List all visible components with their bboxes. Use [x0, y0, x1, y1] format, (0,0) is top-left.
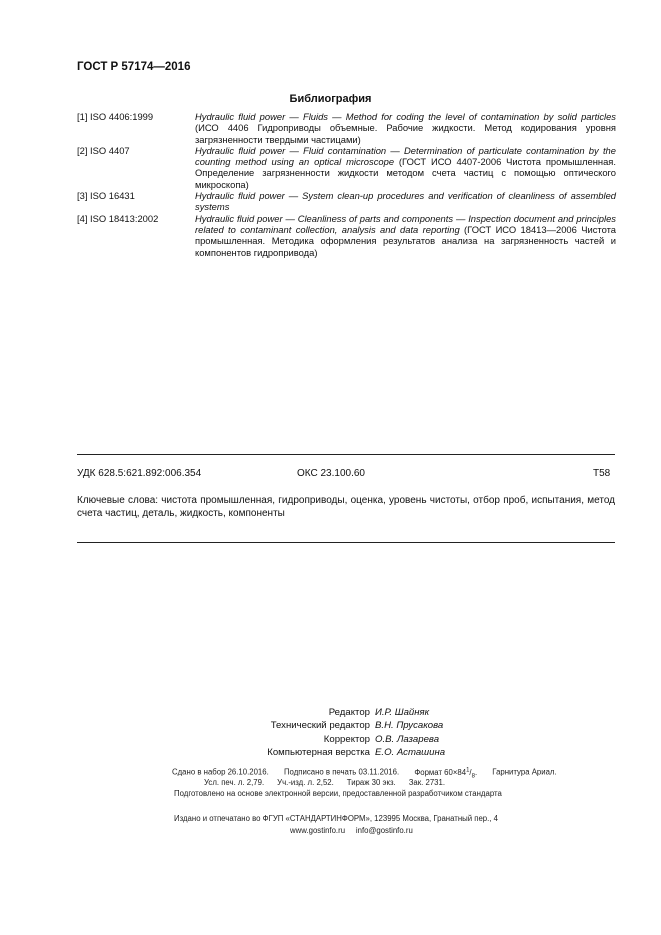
bibliography-title-en: Hydraulic fluid power — Fluids — Method for coding the level of contamination by solid particles — [195, 111, 616, 122]
credit-role: Редактор — [328, 707, 370, 718]
paper-format: Формат $60\times 84^1/_8$. — [414, 767, 478, 780]
bibliography-title-en: Hydraulic fluid power — System clean-up procedures and verification of cleanliness of assembled systems — [195, 190, 616, 213]
website-link[interactable]: www.gostinfo.ru — [290, 826, 346, 835]
printed-by: Издано и отпечатано во ФГУП «СТАНДАРТИНФОРМ», 123995 Москва, Гранатный пер., 4 — [174, 814, 498, 823]
bibliography-text — [195, 145, 616, 190]
credit-name: И.Р. Шайняк — [375, 707, 430, 718]
bibliography-code: [3] ISO 16431 — [77, 190, 135, 202]
signed-date: Подписано в печать 03.11.2016. — [283, 767, 400, 777]
bibliography-code: [4] ISO 18413:2002 — [77, 212, 159, 224]
email-link[interactable]: info@gostinfo.ru — [355, 826, 413, 835]
bibliography-code: [2] ISO 4407 — [77, 144, 130, 156]
bibliography-title-ru: (ГОСТ ИСО 18413—2006 Чистота промышленная. Методика оформления результатов анализа на загрязненность частей и компонентов гидропривода) — [195, 223, 616, 258]
bibliography-title: Библиография — [289, 93, 372, 105]
credit-corrector — [0, 733, 661, 746]
standard-number: ГОСТ Р 57174—2016 — [77, 61, 191, 73]
keywords: Ключевые слова: чистота промышленная, гидроприводы, оценка, уровень чистоты, отбор проб, испытания, метод счета частиц, деталь, жидкость, компоненты — [77, 495, 615, 519]
publishing-line-2 — [204, 778, 445, 787]
credit-name: В.Н. Прусакова — [375, 720, 444, 732]
credit-layout — [0, 746, 661, 759]
oks-code: ОКС 23.100.60 — [297, 468, 365, 479]
credit-role: Корректор — [323, 733, 370, 745]
format-num: 1 — [466, 767, 470, 773]
bibliography-item — [77, 145, 616, 190]
typeface: Гарнитура Ариал. — [492, 767, 557, 777]
circulation: Тираж 30 экз. — [346, 778, 396, 787]
bibliography-title-ru: (ГОСТ ИСО 4407-2006 Чистота промышленная. Определение загрязненности жидкости методом счета частиц с помощью оптического микроскопа) — [195, 156, 616, 190]
top-divider — [77, 454, 615, 455]
edition-sheets: Уч.-изд. л. 2,52. — [277, 778, 334, 787]
credit-role: Компьютерная верстка — [267, 746, 370, 758]
bibliography-code: [1] ISO 4406:1999 — [77, 111, 154, 122]
credit-name: Е.О. Асташина — [375, 746, 446, 758]
prepared-note: Подготовлено на основе электронной версии, предоставленной разработчиком стандарта — [174, 789, 502, 798]
order-number: Зак. 2731. — [408, 778, 445, 787]
udk-code: УДК 628.5:621.892:006.354 — [77, 468, 202, 479]
bibliography-item — [77, 213, 616, 258]
contacts — [290, 826, 413, 835]
credits — [0, 706, 661, 759]
bottom-divider — [77, 542, 615, 543]
bibliography-text — [195, 111, 616, 145]
bibliography-title-en: Hydraulic fluid power — Cleanliness of parts and components — Inspection document and principles related to contaminant collection, analysis and data reporting — [195, 212, 616, 235]
bibliography-item — [77, 190, 616, 213]
typeset-date: Сдано в набор 26.10.2016. — [172, 767, 269, 777]
format-den: 8 — [471, 773, 475, 780]
bibliography-title-ru: (ИСО 4406 Гидроприводы объемные. Рабочие жидкости. Метод кодирования уровня загрязненности твердыми частицами) — [195, 122, 616, 145]
format-prefix: Формат 60×84 — [414, 767, 467, 777]
bibliography-title-en: Hydraulic fluid power — Fluid contamination — Determination of particulate contamination by the counting method using an optical microscope — [195, 144, 616, 168]
print-sheets: Усл. печ. л. 2,79. — [204, 778, 265, 787]
bibliography-text — [195, 190, 616, 213]
bibliography-text — [195, 213, 616, 258]
bibliography-list — [77, 111, 616, 258]
credit-name: О.В. Лазарева — [375, 733, 440, 745]
credit-tech-editor — [0, 719, 661, 732]
t-code: Т58 — [593, 468, 611, 479]
bibliography-item — [77, 111, 616, 145]
credit-editor — [0, 706, 661, 719]
credit-role: Технический редактор — [270, 720, 370, 732]
